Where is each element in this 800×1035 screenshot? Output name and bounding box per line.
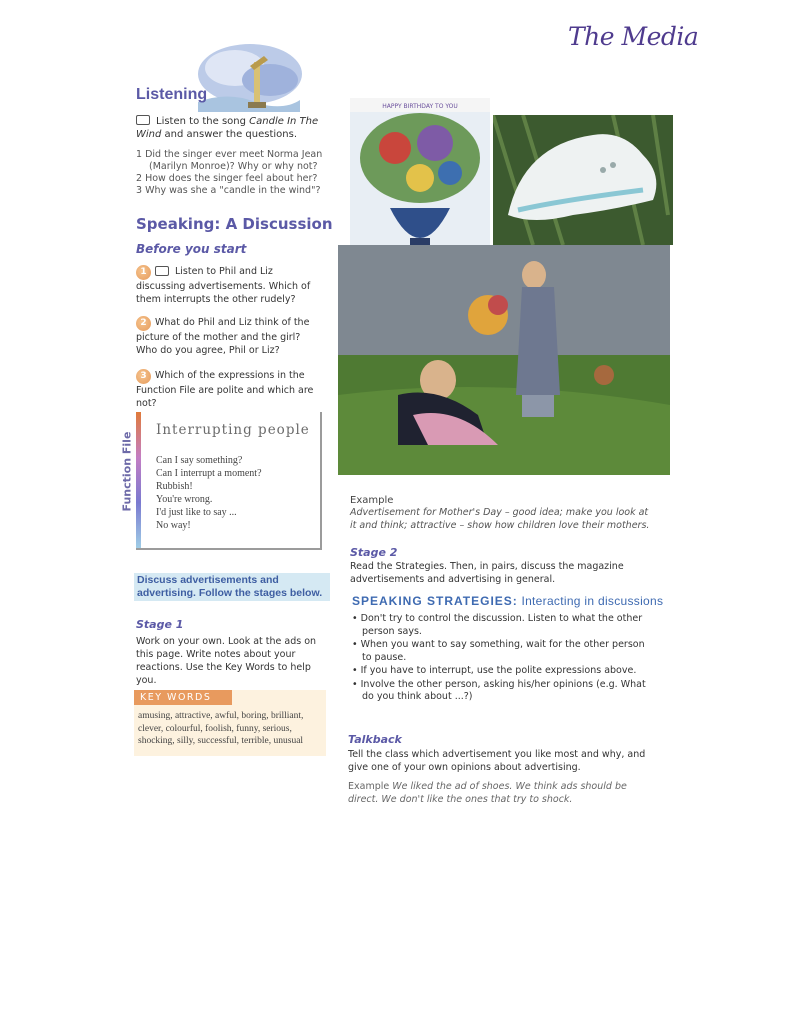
function-file-list [156, 454, 262, 532]
expression-item: Can I interrupt a moment? [156, 468, 262, 479]
speaking-heading: Speaking: A Discussion [136, 215, 333, 233]
key-words-list: amusing, attractive, awful, boring, brilliant, clever, colourful, foolish, funny, serious, shocking, silly, successful, terrible, unusual [138, 711, 304, 746]
strategies-heading: SPEAKING STRATEGIES: Interacting in discussions [352, 594, 664, 608]
step-2: 2 What do Phil and Liz think of the picture of the mother and the girl? Who do you agree, Phil or Liz? [136, 317, 310, 356]
rainbow-bar [136, 412, 141, 548]
song-title: Candle In The Wind [136, 116, 319, 140]
example-label: Example [350, 495, 394, 506]
cassette-icon [155, 266, 169, 276]
question-2: 2 How does the singer feel about her? [136, 173, 318, 184]
page-title: The Media [568, 22, 699, 51]
question-3: 3 Why was she a "candle in the wind"? [136, 185, 321, 196]
strategy-item: • If you have to interrupt, use the polite expressions above. [352, 665, 637, 676]
function-file-title: Interrupting people [156, 422, 310, 438]
stage-2-heading: Stage 2 [350, 546, 398, 559]
poster-caption: HAPPY BIRTHDAY TO YOU [382, 103, 458, 110]
strategies-list [352, 613, 657, 705]
expression-item: Can I say something? [156, 455, 243, 466]
talkback-heading: Talkback [348, 733, 402, 746]
step-3: 3 Which of the expressions in the Function File are polite and which are not? [136, 370, 314, 409]
mother-daughter-photo [338, 245, 670, 475]
expression-item: No way! [156, 520, 191, 531]
key-words-box [134, 690, 326, 756]
shoe-ad-image [493, 115, 673, 245]
stage-1-text: Work on your own. Look at the ads on this page. Write notes about your reactions. Use the Key Words to help you. [136, 636, 317, 686]
function-file-box [136, 412, 322, 550]
strategy-item: • Involve the other person, asking his/her opinions (e.g. What do you think about ...?) [352, 678, 646, 702]
stage-1-heading: Stage 1 [136, 618, 184, 631]
key-words-heading: KEY WORDS [134, 690, 232, 705]
talkback-text: Tell the class which advertisement you like most and why, and give one of your own opinions about advertising. [348, 749, 646, 773]
expression-item: I'd just like to say ... [156, 507, 237, 518]
question-1: 1 Did the singer ever meet Norma Jean (Marilyn Monroe)? Why or why not? [136, 149, 323, 172]
talkback-example: Example We liked the ad of shoes. We think ads should be direct. We don't like the ones that try to shock. [348, 781, 627, 805]
expression-item: You're wrong. [156, 494, 213, 505]
cassette-icon [136, 115, 150, 125]
step-1: 1 Listen to Phil and Liz discussing advertisements. Which of them interrupts the other rudely? [136, 266, 311, 305]
strategy-item: • Don't try to control the discussion. Listen to what the other person says. [352, 613, 643, 637]
before-you-start-heading: Before you start [136, 242, 247, 256]
expression-item: Rubbish! [156, 481, 193, 492]
discuss-instruction: Discuss advertisements and advertising. Follow the stages below. [134, 573, 330, 601]
step-number-badge: 3 [136, 369, 151, 384]
step-number-badge: 1 [136, 265, 151, 280]
function-file-side-label: Function File [120, 431, 134, 512]
step-number-badge: 2 [136, 316, 151, 331]
stage-2-text: Read the Strategies. Then, in pairs, discuss the magazine advertisements and advertising in general. [350, 561, 624, 585]
listening-instruction: Listen to the song Candle In The Wind and answer the questions. [136, 116, 319, 140]
listening-questions [136, 149, 336, 197]
strategy-item: • When you want to say something, wait for the other person to pause. [352, 639, 645, 663]
listening-heading: Listening [136, 86, 208, 103]
example-text: Advertisement for Mother's Day – good idea; make you look at it and think; attractive – show how children love their mothers. [350, 507, 650, 531]
